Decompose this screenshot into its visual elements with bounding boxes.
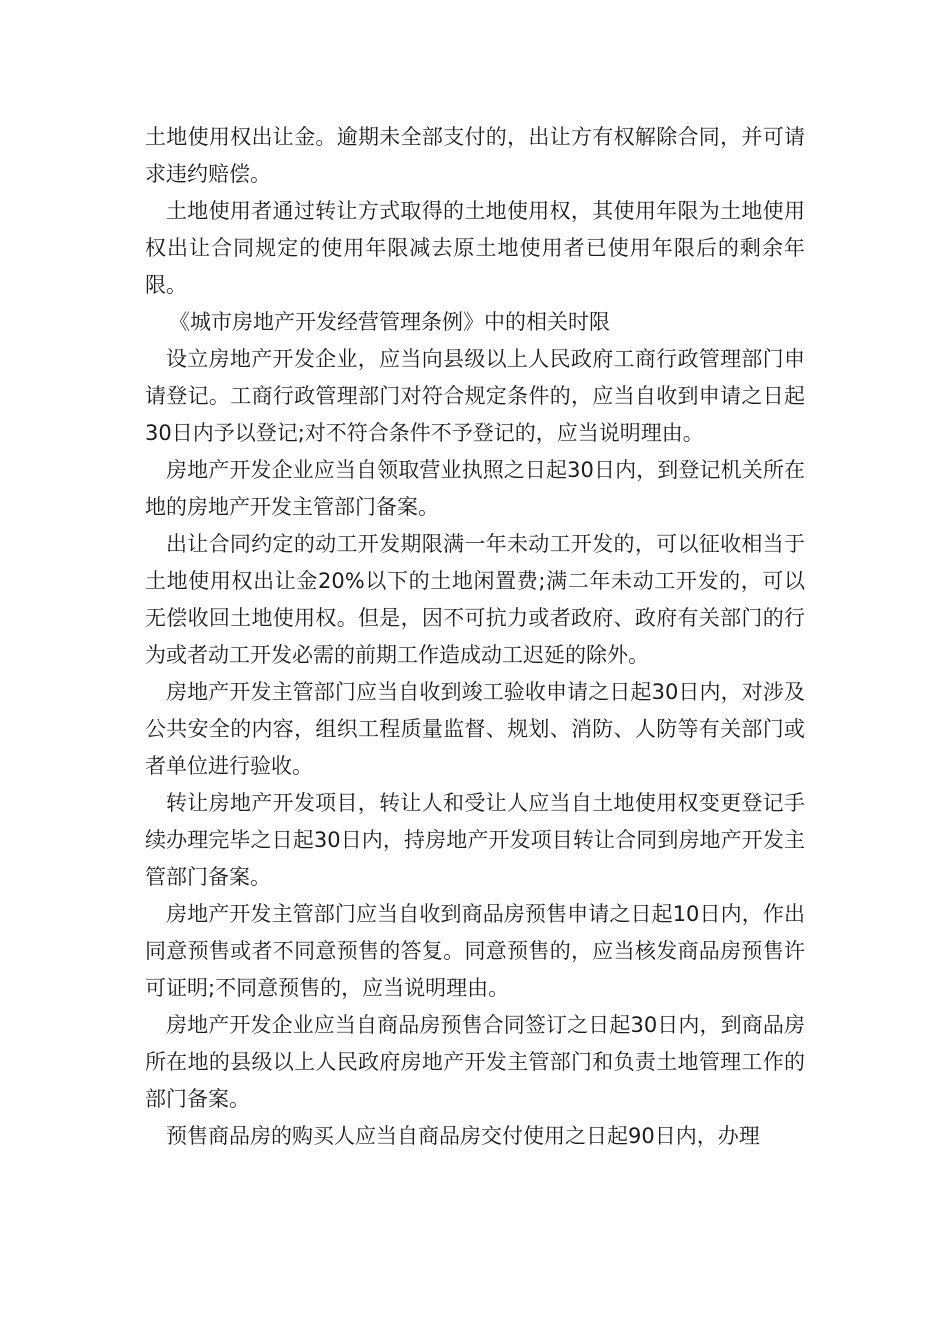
paragraph-continuation: 土地使用权出让金。逾期未全部支付的，出让方有权解除合同，并可请求违约赔偿。 — [145, 125, 805, 186]
paragraph-registration: 设立房地产开发企业，应当向县级以上人民政府工商行政管理部门申请登记。工商行政管理部门对符合规定条件的，应当自收到申请之日起30日内予以登记;对不符合条件不予登记的，应当说明理由。 — [145, 347, 805, 445]
paragraph-project-transfer: 转让房地产开发项目，转让人和受让人应当自土地使用权变更登记手续办理完毕之日起30日内，持房地产开发项目转让合同到房地产开发主管部门备案。 — [145, 791, 805, 889]
section-heading: 《城市房地产开发经营管理条例》中的相关时限 — [169, 310, 610, 334]
paragraph-buyer-deadline: 预售商品房的购买人应当自商品房交付使用之日起90日内，办理 — [166, 1124, 760, 1148]
paragraph-presale-approval: 房地产开发主管部门应当自收到商品房预售申请之日起10日内，作出同意预售或者不同意预售的答复。同意预售的，应当核发商品房预售许可证明;不同意预售的，应当说明理由。 — [145, 902, 805, 1000]
paragraph-idle-land: 出让合同约定的动工开发期限满一年未动工开发的，可以征收相当于土地使用权出让金20%以下的土地闲置费;满二年未动工开发的，可以无偿收回土地使用权。但是，因不可抗力或者政府、政府有关部门的行为或者动工开发必需的前期工作造成动工迟延的除外。 — [145, 532, 805, 667]
paragraph-acceptance: 房地产开发主管部门应当自收到竣工验收申请之日起30日内，对涉及公共安全的内容，组织工程质量监督、规划、消防、人防等有关部门或者单位进行验收。 — [145, 680, 805, 778]
document-body — [145, 119, 805, 1155]
paragraph-filing: 房地产开发企业应当自领取营业执照之日起30日内，到登记机关所在地的房地产开发主管部门备案。 — [145, 458, 805, 519]
paragraph-transfer-term: 土地使用者通过转让方式取得的土地使用权，其使用年限为土地使用权出让合同规定的使用年限减去原土地使用者已使用年限后的剩余年限。 — [145, 199, 805, 297]
paragraph-presale-filing: 房地产开发企业应当自商品房预售合同签订之日起30日内，到商品房所在地的县级以上人民政府房地产开发主管部门和负责土地管理工作的部门备案。 — [145, 1013, 805, 1111]
